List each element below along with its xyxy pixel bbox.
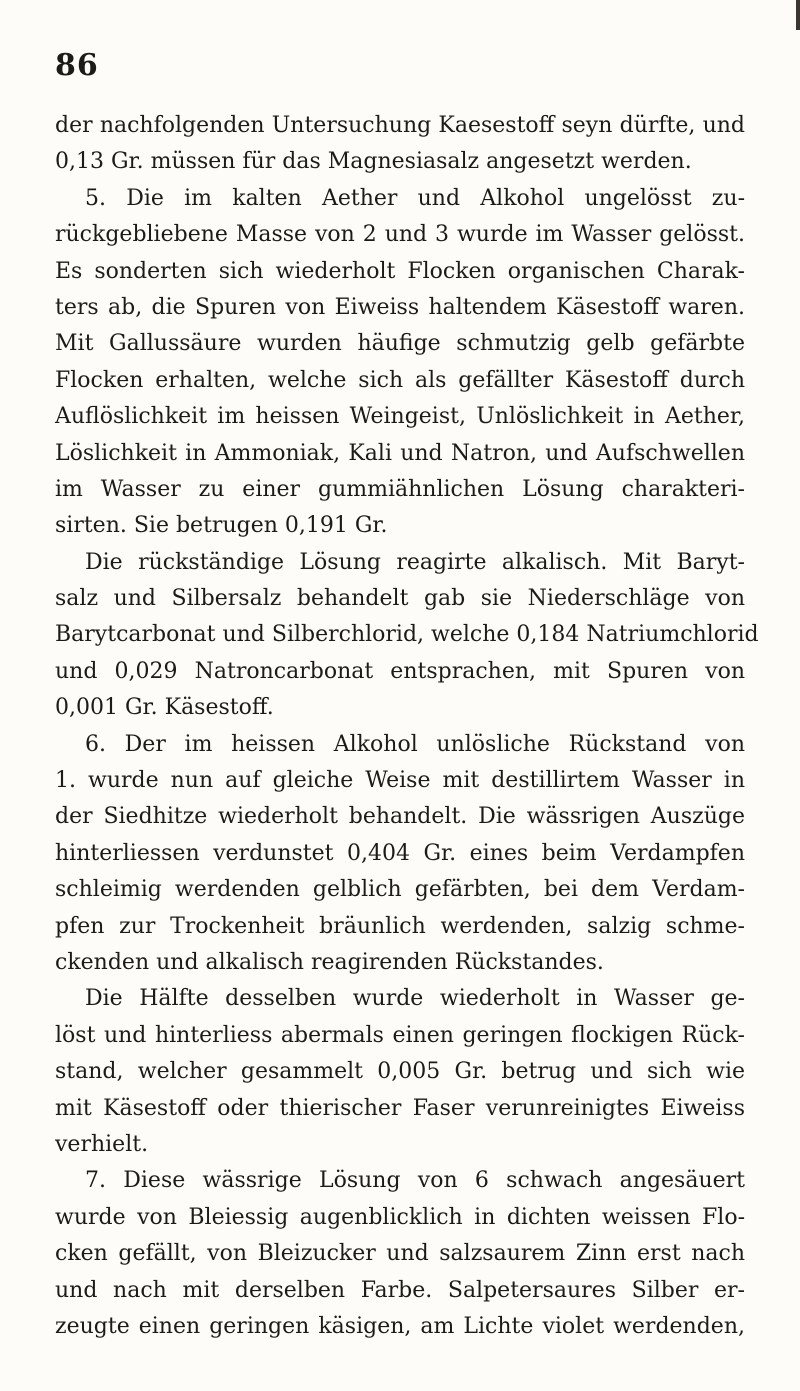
- text-line: und 0,029 Natroncarbonat entsprachen, mit Spuren von: [55, 658, 745, 684]
- text-line: Die rückständige Lösung reagirte alkalisch. Mit Baryt-: [85, 549, 745, 575]
- text-line: cken gefällt, von Bleizucker und salzsaurem Zinn erst nach: [55, 1241, 745, 1267]
- text-line: Die Hälfte desselben wurde wiederholt in Wasser ge-: [85, 986, 745, 1012]
- text-line: Löslichkeit in Ammoniak, Kali und Natron, und Aufschwellen: [55, 440, 745, 466]
- text-line: der Siedhitze wiederholt behandelt. Die wässrigen Auszüge: [55, 804, 745, 830]
- text-line: 5. Die im kalten Aether und Alkohol ungelösst zu-: [85, 185, 745, 211]
- text-line: Mit Gallussäure wurden häufige schmutzig gelb gefärbte: [55, 331, 745, 357]
- text-line: 6. Der im heissen Alkohol unlösliche Rückstand von: [85, 731, 745, 757]
- text-line: Es sonderten sich wiederholt Flocken organischen Charak-: [55, 258, 745, 284]
- page-number: 86: [55, 48, 99, 83]
- text-line: verhielt.: [55, 1131, 149, 1157]
- text-line: Barytcarbonat und Silberchlorid, welche 0,184 Natriumchlorid: [55, 622, 759, 648]
- text-line: salz und Silbersalz behandelt gab sie Niederschläge von: [55, 586, 745, 612]
- text-line: 7. Diese wässrige Lösung von 6 schwach angesäuert: [85, 1168, 745, 1194]
- text-line: pfen zur Trockenheit bräunlich werdenden, salzig schme-: [55, 913, 745, 939]
- text-line: 0,13 Gr. müssen für das Magnesiasalz angesetzt werden.: [55, 149, 692, 175]
- text-line: und nach mit derselben Farbe. Salpetersaures Silber er-: [55, 1277, 745, 1303]
- text-line: schleimig werdenden gelblich gefärbten, bei dem Verdam-: [55, 877, 745, 903]
- text-line: rückgebliebene Masse von 2 und 3 wurde im Wasser gelösst.: [55, 222, 745, 248]
- text-line: mit Käsestoff oder thierischer Faser verunreinigtes Eiweiss: [55, 1095, 745, 1121]
- text-line: der nachfolgenden Untersuchung Kaesestoff seyn dürfte, und: [55, 113, 745, 138]
- text-line: stand, welcher gesammelt 0,005 Gr. betrug und sich wie: [55, 1059, 745, 1085]
- text-line: löst und hinterliess abermals einen geringen flockigen Rück-: [55, 1022, 745, 1048]
- text-line: sirten. Sie betrugen 0,191 Gr.: [55, 513, 388, 539]
- text-line: 0,001 Gr. Käsestoff.: [55, 695, 274, 721]
- text-line: ters ab, die Spuren von Eiweiss haltendem Käsestoff waren.: [55, 294, 745, 320]
- text-line: im Wasser zu einer gummiähnlichen Lösung charakteri-: [55, 476, 745, 502]
- text-line: zeugte einen geringen käsigen, am Lichte violet werdenden,: [55, 1313, 745, 1339]
- text-line: wurde von Bleiessig augenblicklich in dichten weissen Flo-: [55, 1204, 745, 1230]
- text-line: ckenden und alkalisch reagirenden Rückstandes.: [55, 949, 604, 975]
- text-line: Flocken erhalten, welche sich als gefällter Käsestoff durch: [55, 367, 745, 393]
- text-line: hinterliessen verdunstet 0,404 Gr. eines beim Verdampfen: [55, 840, 745, 866]
- text-line: Auflöslichkeit im heissen Weingeist, Unlöslichkeit in Aether,: [55, 404, 745, 430]
- page-edge-mark: [796, 0, 800, 30]
- text-line: 1. wurde nun auf gleiche Weise mit destillirtem Wasser in: [55, 768, 745, 794]
- body-text: [55, 108, 759, 1345]
